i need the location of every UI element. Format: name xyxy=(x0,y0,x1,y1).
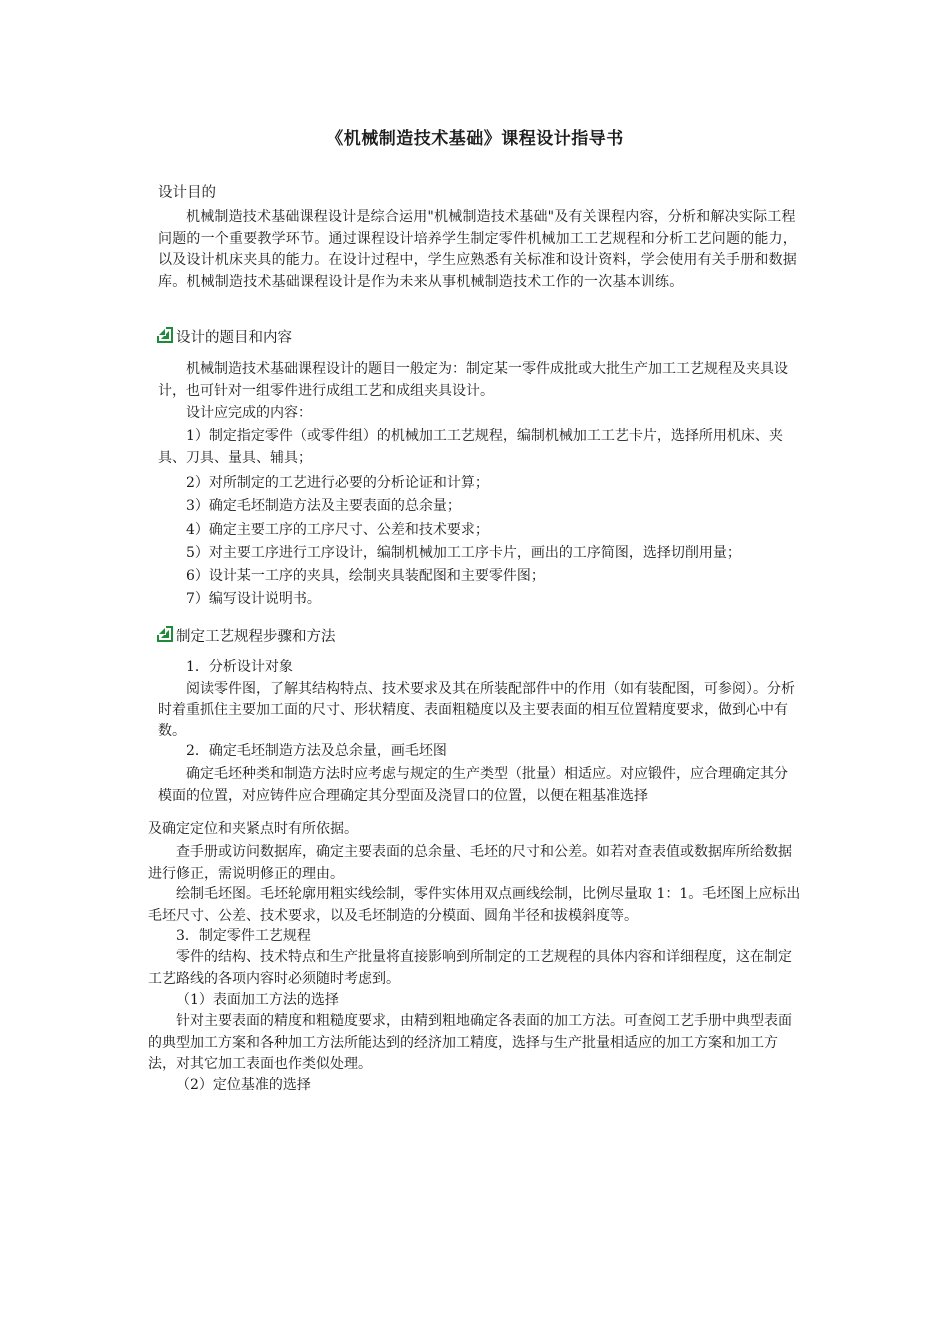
step3-title: 3．制定零件工艺规程 xyxy=(176,928,311,944)
task-item-3: 3）确定毛坯制造方法及主要表面的总余量； xyxy=(186,498,461,515)
task-item-4: 4）确定主要工序的工序尺寸、公差和技术要求； xyxy=(186,521,489,538)
task-item-2: 2）对所制定的工艺进行必要的分析论证和计算； xyxy=(186,475,489,491)
step3-1-body: 针对主要表面的精度和粗糙度要求，由精到粗地确定各表面的加工方法。可查阅工艺手册中典型表面的典型加工方案和各种加工方法所能达到的经济加工精度，选择与生产批量相适应的加工方案和加工方法，对其它加工表面也作类似处理。 xyxy=(148,1013,792,1072)
section-arrow-icon xyxy=(157,327,173,343)
topics-task-list xyxy=(158,426,798,612)
step1-title: 1．分析设计对象 xyxy=(186,659,293,675)
task-item-5: 5）对主要工序进行工序设计，编制机械加工工序卡片，画出的工序简图，选择切削用量； xyxy=(186,544,741,561)
purpose-body: 机械制造技术基础课程设计是综合运用"机械制造技术基础"及有关课程内容，分析和解决实际工程问题的一个重要教学环节。通过课程设计培养学生制定零件机械加工工艺规程和分析工艺问题的能力，以及设计机床夹具的能力。在设计过程中，学生应熟悉有关标准和设计资料，学会使用有关手册和数据库。机械制造技术基础课程设计是作为未来从事机械制造技术工作的一次基本训练。 xyxy=(158,209,797,290)
step2-body: 确定毛坯种类和制造方法时应考虑与规定的生产类型（批量）相适应。对应锻件，应合理确定其分模面的位置，对应铸件应合理确定其分型面及浇冒口的位置，以便在粗基准选择 xyxy=(158,766,788,804)
step3-1-title: （1）表面加工方法的选择 xyxy=(176,992,339,1008)
process-heading-label: 制定工艺规程步骤和方法 xyxy=(176,629,336,645)
section-arrow-icon xyxy=(157,626,173,642)
step2-paragraph-3: 绘制毛坯图。毛坯轮廓用粗实线绘制，零件实体用双点画线绘制，比例尽量取 1：1。毛坯图上应标出毛坯尺寸、公差、技术要求，以及毛坯制造的分模面、圆角半径和拔模斜度等。 xyxy=(148,886,801,924)
step2-paragraph-2: 查手册或访问数据库，确定主要表面的总余量、毛坯的尺寸和公差。如若对查表值或数据库所给数据进行修正，需说明修正的理由。 xyxy=(148,844,792,882)
step3-body: 零件的结构、技术特点和生产批量将直接影响到所制定的工艺规程的具体内容和详细程度，这在制定工艺路线的各项内容时必须随时考虑到。 xyxy=(148,949,792,987)
step3-2-title: （2）定位基准的选择 xyxy=(176,1077,311,1093)
task-item-1: 1）制定指定零件（或零件组）的机械加工工艺规程，编制机械加工工艺卡片，选择所用机床、夹具、刀具、量具、辅具； xyxy=(158,428,783,466)
process-heading xyxy=(157,625,336,646)
topics-intro: 机械制造技术基础课程设计的题目一般定为：制定某一零件成批或大批生产加工工艺规程及夹具设计，也可针对一组零件进行成组工艺和成组夹具设计。 xyxy=(158,361,788,399)
step2-continuation: 及确定定位和夹紧点时有所依据。 xyxy=(148,821,358,837)
step1-body: 阅读零件图，了解其结构特点、技术要求及其在所装配部件中的作用（如有装配图，可参阅）。分析时着重抓住主要加工面的尺寸、形状精度、表面粗糙度以及主要表面的相互位置精度要求，做到心中有数。 xyxy=(158,681,795,739)
step2-title: 2．确定毛坯制造方法及总余量，画毛坯图 xyxy=(186,743,447,759)
topics-heading xyxy=(157,326,292,347)
purpose-heading: 设计目的 xyxy=(158,185,216,201)
topics-heading-label: 设计的题目和内容 xyxy=(176,330,292,346)
task-item-6: 6）设计某一工序的夹具，绘制夹具装配图和主要零件图； xyxy=(186,568,545,585)
topics-tasks-label: 设计应完成的内容： xyxy=(186,405,312,421)
task-item-7: 7）编写设计说明书。 xyxy=(186,591,321,608)
page-title: 《机械制造技术基础》课程设计指导书 xyxy=(326,129,624,149)
